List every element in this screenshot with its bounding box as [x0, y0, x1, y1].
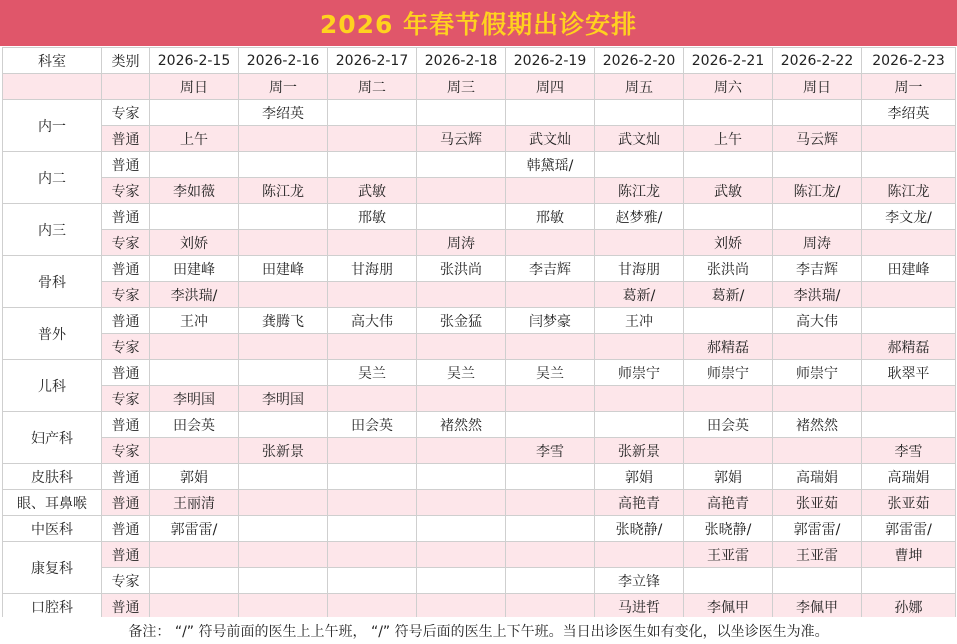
footnote: 备注： “/” 符号前面的医生上上午班， “/” 符号后面的医生上下午班。当日出诊医生如有变化，以坐诊医生为准。 — [0, 617, 957, 644]
schedule-cell: 赵梦雅/ — [595, 204, 684, 230]
dept-cell: 皮肤科 — [3, 464, 102, 490]
schedule-cell: 上午 — [150, 126, 239, 152]
dept-cell: 骨科 — [3, 256, 102, 308]
schedule-cell — [595, 542, 684, 568]
schedule-cell — [150, 568, 239, 594]
schedule-cell — [150, 594, 239, 620]
schedule-cell: 郭娟 — [595, 464, 684, 490]
schedule-cell — [595, 100, 684, 126]
table-row — [3, 464, 956, 490]
schedule-cell — [417, 568, 506, 594]
schedule-cell: 陈江龙 — [239, 178, 328, 204]
schedule-cell: 李文龙/ — [862, 204, 956, 230]
type-cell: 专家 — [102, 568, 150, 594]
schedule-cell: 马云辉 — [417, 126, 506, 152]
schedule-cell: 郭雷雷/ — [150, 516, 239, 542]
dept-cell: 妇产科 — [3, 412, 102, 464]
schedule-cell: 王冲 — [150, 308, 239, 334]
schedule-cell: 闫梦豪 — [506, 308, 595, 334]
type-cell: 专家 — [102, 334, 150, 360]
schedule-cell: 李雪 — [862, 438, 956, 464]
schedule-cell: 王冲 — [595, 308, 684, 334]
dept-cell: 内一 — [3, 100, 102, 152]
schedule-cell: 马云辉 — [773, 126, 862, 152]
schedule-cell — [773, 438, 862, 464]
schedule-cell: 武敏 — [328, 178, 417, 204]
schedule-cell — [239, 412, 328, 438]
type-cell: 专家 — [102, 178, 150, 204]
schedule-cell — [684, 204, 773, 230]
schedule-cell — [239, 594, 328, 620]
schedule-cell — [328, 334, 417, 360]
schedule-cell: 郭雷雷/ — [773, 516, 862, 542]
schedule-cell — [506, 594, 595, 620]
schedule-cell: 高艳青 — [684, 490, 773, 516]
schedule-cell: 陈江龙/ — [773, 178, 862, 204]
table-row — [3, 568, 956, 594]
schedule-cell: 周涛 — [773, 230, 862, 256]
schedule-cell: 师崇宁 — [595, 360, 684, 386]
weekday-cell: 周日 — [150, 74, 239, 100]
schedule-cell — [595, 152, 684, 178]
schedule-cell — [773, 568, 862, 594]
dept-cell: 内二 — [3, 152, 102, 204]
dept-cell: 普外 — [3, 308, 102, 360]
type-cell: 普通 — [102, 490, 150, 516]
schedule-cell — [684, 308, 773, 334]
schedule-cell — [417, 178, 506, 204]
schedule-cell — [150, 360, 239, 386]
table-row — [3, 178, 956, 204]
schedule-cell: 上午 — [684, 126, 773, 152]
schedule-cell — [684, 152, 773, 178]
schedule-cell — [684, 386, 773, 412]
schedule-cell — [150, 542, 239, 568]
schedule-cell — [239, 490, 328, 516]
schedule-cell — [595, 386, 684, 412]
dept-cell: 康复科 — [3, 542, 102, 594]
schedule-cell — [417, 542, 506, 568]
weekday-cell: 周六 — [684, 74, 773, 100]
weekday-cell: 周四 — [506, 74, 595, 100]
schedule-cell: 韩黛瑶/ — [506, 152, 595, 178]
schedule-cell — [773, 100, 862, 126]
weekday-row — [3, 74, 956, 100]
schedule-cell — [862, 412, 956, 438]
type-cell: 普通 — [102, 126, 150, 152]
schedule-cell: 李绍英 — [862, 100, 956, 126]
schedule-cell: 吴兰 — [417, 360, 506, 386]
schedule-cell — [239, 568, 328, 594]
schedule-cell — [862, 282, 956, 308]
schedule-cell — [417, 204, 506, 230]
schedule-cell — [773, 152, 862, 178]
type-cell: 专家 — [102, 438, 150, 464]
schedule-cell: 郭娟 — [684, 464, 773, 490]
schedule-cell — [862, 230, 956, 256]
table-row — [3, 308, 956, 334]
table-row — [3, 282, 956, 308]
schedule-cell: 李佩甲 — [773, 594, 862, 620]
schedule-cell: 周涛 — [417, 230, 506, 256]
schedule-cell: 陈江龙 — [862, 178, 956, 204]
schedule-cell: 武文灿 — [506, 126, 595, 152]
table-row — [3, 360, 956, 386]
schedule-cell — [862, 386, 956, 412]
schedule-cell: 李如薇 — [150, 178, 239, 204]
schedule-cell: 孙娜 — [862, 594, 956, 620]
schedule-cell — [328, 594, 417, 620]
schedule-cell — [506, 568, 595, 594]
schedule-cell — [239, 464, 328, 490]
schedule-cell: 高瑞娟 — [773, 464, 862, 490]
schedule-cell — [862, 126, 956, 152]
schedule-cell — [773, 334, 862, 360]
schedule-cell: 高大伟 — [773, 308, 862, 334]
table-row — [3, 100, 956, 126]
weekday-cell: 周五 — [595, 74, 684, 100]
header-date: 2026-2-20 — [595, 48, 684, 74]
schedule-cell: 甘海朋 — [328, 256, 417, 282]
header-date: 2026-2-19 — [506, 48, 595, 74]
type-cell: 普通 — [102, 152, 150, 178]
schedule-cell: 葛新/ — [595, 282, 684, 308]
schedule-cell: 马进哲 — [595, 594, 684, 620]
schedule-cell: 褚然然 — [417, 412, 506, 438]
schedule-cell — [684, 100, 773, 126]
schedule-cell — [417, 386, 506, 412]
schedule-cell — [862, 152, 956, 178]
schedule-cell: 高瑞娟 — [862, 464, 956, 490]
schedule-cell: 龚腾飞 — [239, 308, 328, 334]
schedule-cell: 武文灿 — [595, 126, 684, 152]
schedule-cell: 郭娟 — [150, 464, 239, 490]
schedule-cell — [506, 386, 595, 412]
weekday-cell: 周一 — [239, 74, 328, 100]
schedule-cell — [239, 360, 328, 386]
schedule-cell: 田建峰 — [862, 256, 956, 282]
dept-cell: 口腔科 — [3, 594, 102, 620]
weekday-cell: 周一 — [862, 74, 956, 100]
dept-cell: 中医科 — [3, 516, 102, 542]
weekday-cell: 周日 — [773, 74, 862, 100]
schedule-cell — [328, 126, 417, 152]
schedule-cell: 郝精磊 — [684, 334, 773, 360]
dept-cell: 内三 — [3, 204, 102, 256]
header-date: 2026-2-23 — [862, 48, 956, 74]
header-date: 2026-2-22 — [773, 48, 862, 74]
schedule-cell — [506, 100, 595, 126]
schedule-cell: 李吉辉 — [506, 256, 595, 282]
schedule-cell — [328, 386, 417, 412]
schedule-cell: 李洪瑞/ — [150, 282, 239, 308]
schedule-cell — [684, 438, 773, 464]
schedule-cell — [595, 334, 684, 360]
schedule-cell — [506, 334, 595, 360]
table-row — [3, 386, 956, 412]
schedule-cell: 张晓静/ — [595, 516, 684, 542]
schedule-cell: 李洪瑞/ — [773, 282, 862, 308]
type-cell: 普通 — [102, 308, 150, 334]
schedule-cell — [506, 282, 595, 308]
schedule-cell: 师崇宁 — [684, 360, 773, 386]
header-date: 2026-2-21 — [684, 48, 773, 74]
schedule-cell: 张洪尚 — [417, 256, 506, 282]
schedule-cell — [150, 152, 239, 178]
table-row — [3, 256, 956, 282]
schedule-cell: 王亚雷 — [684, 542, 773, 568]
type-cell: 普通 — [102, 516, 150, 542]
schedule-cell: 张亚茹 — [862, 490, 956, 516]
type-cell: 普通 — [102, 594, 150, 620]
table-row — [3, 594, 956, 620]
schedule-cell — [417, 438, 506, 464]
schedule-cell: 田会英 — [150, 412, 239, 438]
weekday-blank — [3, 74, 102, 100]
schedule-cell: 王丽清 — [150, 490, 239, 516]
schedule-cell: 李明国 — [150, 386, 239, 412]
schedule-cell — [328, 568, 417, 594]
schedule-cell: 甘海朋 — [595, 256, 684, 282]
schedule-cell — [773, 204, 862, 230]
schedule-cell: 曹坤 — [862, 542, 956, 568]
schedule-cell — [506, 542, 595, 568]
schedule-cell — [150, 334, 239, 360]
type-cell: 普通 — [102, 204, 150, 230]
schedule-cell — [239, 152, 328, 178]
schedule-cell: 邢敏 — [328, 204, 417, 230]
table-row — [3, 490, 956, 516]
schedule-cell — [150, 204, 239, 230]
schedule-cell — [506, 464, 595, 490]
schedule-cell — [239, 282, 328, 308]
type-cell: 普通 — [102, 542, 150, 568]
header-date: 2026-2-18 — [417, 48, 506, 74]
type-cell: 专家 — [102, 386, 150, 412]
schedule-cell: 张金猛 — [417, 308, 506, 334]
schedule-cell — [239, 126, 328, 152]
schedule-cell — [328, 438, 417, 464]
schedule-cell — [506, 412, 595, 438]
schedule-cell — [773, 386, 862, 412]
weekday-blank — [102, 74, 150, 100]
type-cell: 专家 — [102, 230, 150, 256]
schedule-cell — [417, 282, 506, 308]
schedule-cell: 师崇宁 — [773, 360, 862, 386]
header-date: 2026-2-15 — [150, 48, 239, 74]
schedule-cell — [328, 230, 417, 256]
schedule-cell: 张新景 — [239, 438, 328, 464]
header-type: 类别 — [102, 48, 150, 74]
schedule-cell: 张晓静/ — [684, 516, 773, 542]
schedule-cell: 李立锋 — [595, 568, 684, 594]
schedule-cell: 高艳青 — [595, 490, 684, 516]
schedule-cell — [239, 516, 328, 542]
table-row — [3, 126, 956, 152]
type-cell: 普通 — [102, 256, 150, 282]
schedule-cell — [506, 178, 595, 204]
header-row — [3, 48, 956, 74]
schedule-cell — [595, 412, 684, 438]
schedule-cell: 李雪 — [506, 438, 595, 464]
schedule-cell: 李佩甲 — [684, 594, 773, 620]
table-row — [3, 516, 956, 542]
schedule-cell — [506, 490, 595, 516]
schedule-cell: 邢敏 — [506, 204, 595, 230]
weekday-cell: 周二 — [328, 74, 417, 100]
dept-cell: 儿科 — [3, 360, 102, 412]
schedule-cell — [239, 542, 328, 568]
table-row — [3, 542, 956, 568]
schedule-cell: 葛新/ — [684, 282, 773, 308]
schedule-cell — [328, 464, 417, 490]
title-bar — [0, 0, 957, 46]
schedule-cell — [328, 542, 417, 568]
header-dept: 科室 — [3, 48, 102, 74]
schedule-cell: 田建峰 — [150, 256, 239, 282]
schedule-cell: 高大伟 — [328, 308, 417, 334]
schedule-cell: 耿翠平 — [862, 360, 956, 386]
weekday-cell: 周三 — [417, 74, 506, 100]
schedule-cell: 李明国 — [239, 386, 328, 412]
schedule-cell — [862, 308, 956, 334]
header-date: 2026-2-17 — [328, 48, 417, 74]
schedule-cell — [417, 100, 506, 126]
schedule-cell — [328, 100, 417, 126]
table-row — [3, 438, 956, 464]
schedule-cell — [417, 464, 506, 490]
schedule-table — [2, 47, 956, 620]
header-date: 2026-2-16 — [239, 48, 328, 74]
schedule-cell: 李绍英 — [239, 100, 328, 126]
schedule-cell — [328, 490, 417, 516]
schedule-cell — [417, 334, 506, 360]
schedule-cell — [417, 516, 506, 542]
schedule-cell — [417, 594, 506, 620]
schedule-cell: 张洪尚 — [684, 256, 773, 282]
schedule-cell — [595, 230, 684, 256]
schedule-cell: 吴兰 — [328, 360, 417, 386]
schedule-cell — [239, 204, 328, 230]
page-title: 2026 年春节假期出诊安排 — [319, 10, 638, 39]
schedule-cell — [506, 230, 595, 256]
schedule-cell — [328, 152, 417, 178]
type-cell: 普通 — [102, 412, 150, 438]
schedule-cell — [328, 282, 417, 308]
schedule-cell: 陈江龙 — [595, 178, 684, 204]
schedule-cell — [862, 568, 956, 594]
type-cell: 专家 — [102, 282, 150, 308]
schedule-cell: 郭雷雷/ — [862, 516, 956, 542]
schedule-cell — [506, 516, 595, 542]
schedule-cell: 王亚雷 — [773, 542, 862, 568]
table-row — [3, 230, 956, 256]
table-row — [3, 204, 956, 230]
table-row — [3, 412, 956, 438]
dept-cell: 眼、耳鼻喉 — [3, 490, 102, 516]
schedule-cell: 李吉辉 — [773, 256, 862, 282]
schedule-cell — [150, 100, 239, 126]
schedule-cell: 褚然然 — [773, 412, 862, 438]
schedule-cell — [150, 438, 239, 464]
schedule-cell: 刘娇 — [150, 230, 239, 256]
schedule-cell — [684, 568, 773, 594]
type-cell: 普通 — [102, 464, 150, 490]
schedule-cell — [328, 516, 417, 542]
schedule-cell — [417, 490, 506, 516]
schedule-cell — [239, 230, 328, 256]
type-cell: 专家 — [102, 100, 150, 126]
schedule-cell: 田会英 — [684, 412, 773, 438]
schedule-cell — [239, 334, 328, 360]
schedule-cell: 张新景 — [595, 438, 684, 464]
schedule-cell — [417, 152, 506, 178]
table-row — [3, 152, 956, 178]
schedule-cell: 武敏 — [684, 178, 773, 204]
table-row — [3, 334, 956, 360]
schedule-cell: 刘娇 — [684, 230, 773, 256]
schedule-cell: 吴兰 — [506, 360, 595, 386]
schedule-cell: 田会英 — [328, 412, 417, 438]
schedule-cell: 郝精磊 — [862, 334, 956, 360]
schedule-cell: 张亚茹 — [773, 490, 862, 516]
schedule-cell: 田建峰 — [239, 256, 328, 282]
type-cell: 普通 — [102, 360, 150, 386]
